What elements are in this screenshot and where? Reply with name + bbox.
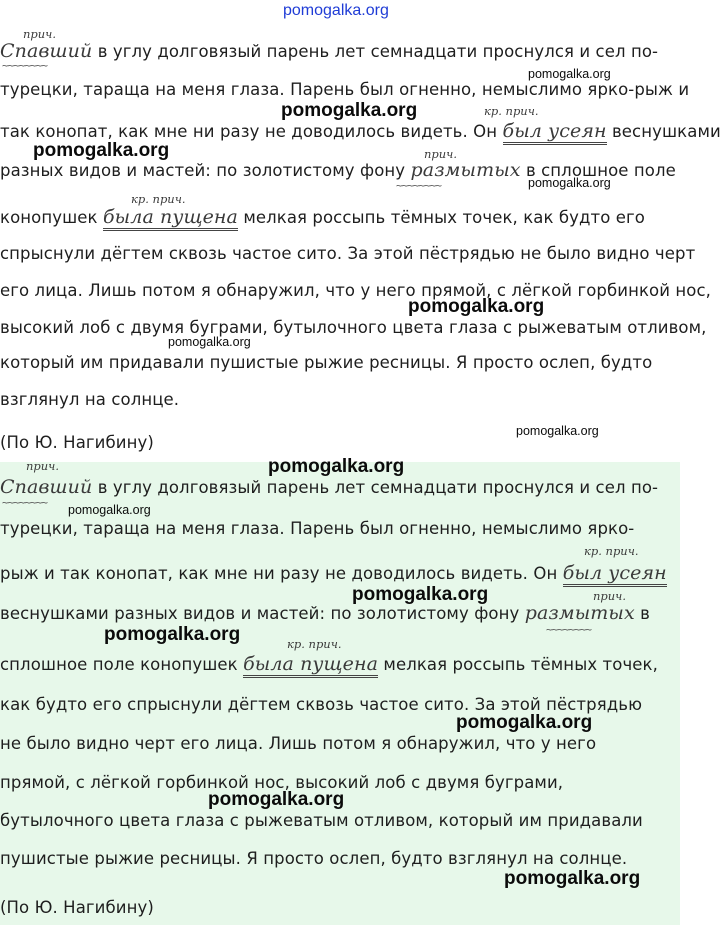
text-line: Спавший в углу долговязый парень лет семнадцати проснулся и сел по- bbox=[0, 476, 659, 498]
text-line: так конопат, как мне ни разу не доводилось видеть. Он был усеян веснушками bbox=[0, 121, 721, 142]
participle-word: Спавший bbox=[0, 476, 93, 498]
text-line: конопушек была пущена мелкая россыпь тёмных точек, как будто его bbox=[0, 207, 645, 228]
watermark-top: pomogalka.org bbox=[283, 2, 389, 19]
watermark: pomogalka.org bbox=[528, 176, 611, 190]
short-participle-word: была пущена bbox=[243, 653, 378, 678]
text-line: взглянул на солнце. bbox=[0, 390, 180, 409]
watermark: pomogalka.org bbox=[516, 424, 599, 438]
text-line: сплошное поле конопушек была пущена мелкая россыпь тёмных точек, bbox=[0, 654, 658, 675]
wavy-underline: ~~~~~~~~ bbox=[546, 623, 591, 636]
text-line: не было видно черт его лица. Лишь потом я обнаружил, что у него bbox=[0, 734, 597, 753]
watermark: pomogalka.org bbox=[528, 67, 611, 81]
watermark: pomogalka.org bbox=[352, 584, 489, 605]
participle-word: размытых bbox=[524, 602, 635, 624]
solution-panel-plain bbox=[0, 0, 721, 462]
annotation-participle: прич. bbox=[593, 589, 626, 603]
watermark: pomogalka.org bbox=[268, 456, 405, 477]
participle-word: Спавший bbox=[0, 40, 93, 62]
text-line: бутылочного цвета глаза с рыжеватым отливом, который им придавали bbox=[0, 811, 643, 830]
annotation-participle: прич. bbox=[23, 27, 56, 41]
watermark: pomogalka.org bbox=[456, 712, 593, 733]
annotation-short-participle: кр. прич. bbox=[584, 544, 639, 558]
text-line: турецки, тараща на меня глаза. Парень был огненно, немыслимо ярко-рыж и bbox=[0, 80, 690, 99]
solution-panel-highlighted bbox=[0, 456, 680, 925]
text-line: его лица. Лишь потом я обнаружил, что у него прямой, с лёгкой горбинкой нос, bbox=[0, 281, 712, 300]
watermark: pomogalka.org bbox=[104, 624, 241, 645]
annotation-participle: прич. bbox=[424, 147, 457, 161]
text-line: турецки, тараща на меня глаза. Парень был огненно, немыслимо ярко- bbox=[0, 519, 635, 538]
annotation-participle: прич. bbox=[26, 459, 59, 473]
text-line: который им придавали пушистые рыжие ресницы. Я просто ослеп, будто bbox=[0, 353, 653, 372]
text-line: прямой, с лёгкой горбинкой нос, высокий лоб с двумя буграми, bbox=[0, 773, 564, 792]
text-line: как будто его спрыснули дёгтем сквозь частое сито. За этой пёстрядью bbox=[0, 695, 643, 714]
watermark: pomogalka.org bbox=[408, 296, 545, 317]
text-line: рыж и так конопат, как мне ни разу не доводилось видеть. Он был усеян bbox=[0, 563, 667, 584]
wavy-underline: ~~~~~~~~ bbox=[2, 59, 47, 72]
annotation-short-participle: кр. прич. bbox=[484, 104, 539, 118]
watermark: pomogalka.org bbox=[208, 789, 345, 810]
short-participle-word: был усеян bbox=[503, 120, 607, 145]
watermark: pomogalka.org bbox=[168, 335, 251, 349]
annotation-short-participle: кр. прич. bbox=[287, 637, 342, 651]
short-participle-word: был усеян bbox=[563, 562, 667, 587]
source-attribution: (По Ю. Нагибину) bbox=[0, 898, 154, 917]
short-participle-word: была пущена bbox=[103, 206, 238, 231]
text-line: Спавший в углу долговязый парень лет семнадцати проснулся и сел по- bbox=[0, 40, 659, 62]
participle-word: размытых bbox=[410, 159, 521, 181]
watermark: pomogalka.org bbox=[33, 140, 170, 161]
watermark: pomogalka.org bbox=[504, 868, 641, 889]
text-line: высокий лоб с двумя буграми, бутылочного цвета глаза с рыжеватым отливом, bbox=[0, 318, 707, 337]
text-line: спрыснули дёгтем сквозь частое сито. За этой пёстрядью не было видно черт bbox=[0, 244, 696, 263]
text-line: пушистые рыжие ресницы. Я просто ослеп, будто взглянул на солнце. bbox=[0, 849, 628, 868]
watermark: pomogalka.org bbox=[281, 100, 418, 121]
text-line: веснушками разных видов и мастей: по золотистому фону размытых в bbox=[0, 602, 650, 624]
text-line: разных видов и мастей: по золотистому фону размытых в сплошное поле bbox=[0, 159, 676, 181]
annotation-short-participle: кр. прич. bbox=[131, 192, 186, 206]
wavy-underline: ~~~~~~~~ bbox=[396, 179, 441, 192]
wavy-underline: ~~~~~~~~ bbox=[2, 496, 47, 509]
source-attribution: (По Ю. Нагибину) bbox=[0, 433, 154, 452]
watermark: pomogalka.org bbox=[68, 503, 151, 517]
